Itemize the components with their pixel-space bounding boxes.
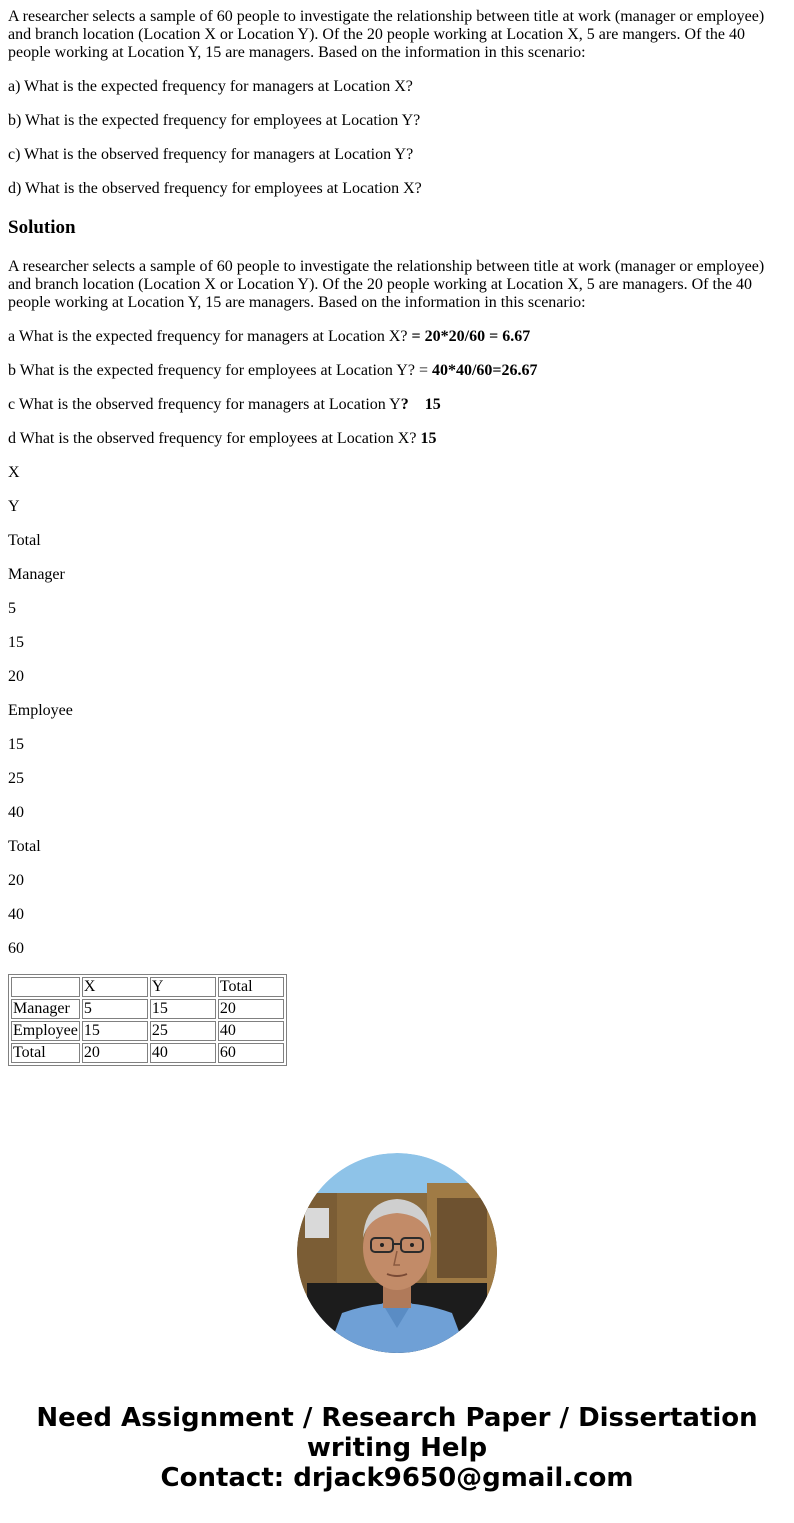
flat-table-lines xyxy=(8,464,786,958)
solution-d xyxy=(8,430,786,448)
table-cell: Employee xyxy=(13,1022,78,1039)
table-cell: Total xyxy=(218,977,284,997)
footer-line-1: Need Assignment / Research Paper / Dissertation xyxy=(36,1403,758,1433)
avatar-illustration xyxy=(297,1153,497,1353)
table-row xyxy=(11,999,284,1019)
table-cell: 40 xyxy=(218,1021,284,1041)
table-cell: 40 xyxy=(150,1043,216,1063)
flat-line: Total xyxy=(8,532,41,549)
table-cell: 15 xyxy=(82,1021,148,1041)
solution-c xyxy=(8,396,786,414)
table-cell: 20 xyxy=(82,1043,148,1063)
table-cell: Total xyxy=(11,1043,80,1063)
solution-a xyxy=(8,328,786,346)
flat-line: 15 xyxy=(8,736,24,753)
question-d: d) What is the observed frequency for employees at Location X? xyxy=(8,180,422,197)
table-cell: 20 xyxy=(218,999,284,1019)
table-cell: 25 xyxy=(150,1021,216,1041)
solution-a-answer: = 20*20/60 = 6.67 xyxy=(411,328,531,345)
flat-line: 40 xyxy=(8,804,24,821)
table-cell xyxy=(11,977,80,997)
flat-line: 60 xyxy=(8,940,24,957)
flat-line: 15 xyxy=(8,634,24,651)
flat-line: 20 xyxy=(8,668,24,685)
flat-line: Total xyxy=(8,838,41,855)
question-b: b) What is the expected frequency for employees at Location Y? xyxy=(8,112,421,129)
flat-line: X xyxy=(8,464,20,481)
table-cell: Manager xyxy=(11,999,80,1019)
solution-b-answer: 40*40/60=26.67 xyxy=(431,362,538,379)
solution-b xyxy=(8,362,786,380)
solution-intro: A researcher selects a sample of 60 people to investigate the relationship between title at work (manager or employee) and branch location (Location X or Location Y). Of the 20 people working at Location X, 5 are managers. Of the 40 people working at Location Y, 15 are managers. Based on the information in this scenario: xyxy=(8,258,765,311)
author-avatar xyxy=(297,1153,497,1353)
table-header-row xyxy=(11,977,284,997)
contact-footer xyxy=(0,1403,794,1493)
question-a: a) What is the expected frequency for managers at Location X? xyxy=(8,78,413,95)
flat-line: Employee xyxy=(8,702,73,719)
solution-d-answer: 15 xyxy=(420,430,437,447)
table-cell: X xyxy=(82,977,148,997)
frequency-table xyxy=(8,974,287,1066)
footer-contact: Contact: drjack9650@gmail.com xyxy=(160,1463,634,1493)
table-row xyxy=(11,1021,284,1041)
table-cell: 5 xyxy=(82,999,148,1019)
flat-line: Manager xyxy=(8,566,65,583)
solution-c-answer: ? 15 xyxy=(400,396,441,413)
question-c: c) What is the observed frequency for managers at Location Y? xyxy=(8,146,414,163)
table-cell: Y xyxy=(150,977,216,997)
solution-c-text: c What is the observed frequency for managers at Location Y xyxy=(8,396,401,413)
footer-line-2: writing Help xyxy=(306,1433,488,1463)
flat-line: 5 xyxy=(8,600,16,617)
table-row xyxy=(11,1043,284,1063)
solution-d-text: d What is the observed frequency for employees at Location X? xyxy=(8,430,421,447)
flat-line: 25 xyxy=(8,770,24,787)
table-cell: 15 xyxy=(150,999,216,1019)
flat-line: 40 xyxy=(8,906,24,923)
flat-line: 20 xyxy=(8,872,24,889)
solution-heading: Solution xyxy=(8,217,76,238)
solution-b-text: b What is the expected frequency for employees at Location Y? = xyxy=(8,362,432,379)
table-cell: 60 xyxy=(218,1043,284,1063)
solution-a-text: a What is the expected frequency for managers at Location X? xyxy=(8,328,412,345)
question-intro: A researcher selects a sample of 60 people to investigate the relationship between title at work (manager or employee) and branch location (Location X or Location Y). Of the 20 people working at Location X, 5 are mangers. Of the 40 people working at Location Y, 15 are managers. Based on the information in this scenario: xyxy=(8,8,765,61)
flat-line: Y xyxy=(8,498,20,515)
